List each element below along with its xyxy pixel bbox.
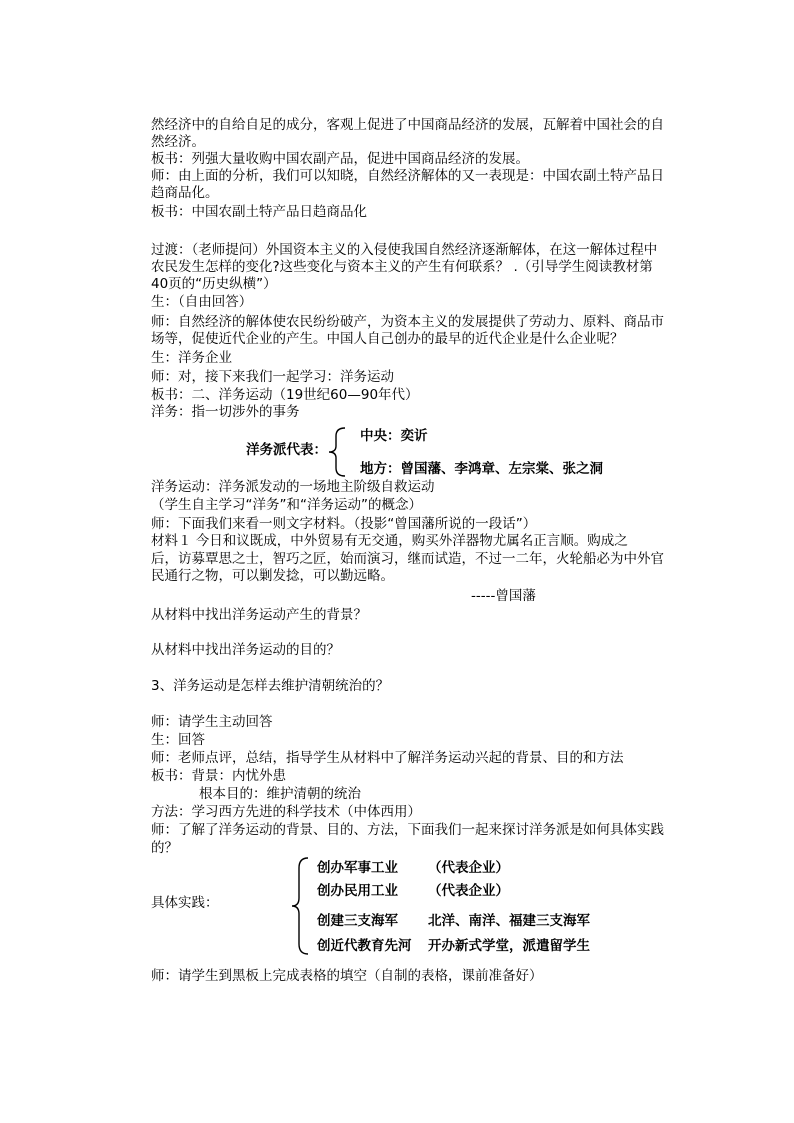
representatives-label: 洋务派代表： — [246, 442, 327, 458]
text-line: 板书：中国农副土特产品日趋商品化 — [151, 204, 367, 220]
representatives-local: 地方：曾国藩、李鸿章、左宗棠、张之洞 — [360, 461, 603, 477]
material-line: 民通行之物，可以剿发捻，可以勤远略。 — [151, 568, 394, 584]
text-line: 根本目的：维护清朝的统治 — [199, 786, 361, 802]
practice-item: 创近代教育先河 — [317, 938, 412, 954]
text-line: 板书：列强大量收购中国农副产品，促进中国商品经济的发展。 — [151, 151, 529, 167]
text-line: 板书：二、洋务运动（19世纪60—90年代） — [151, 387, 419, 403]
text-line: 场等，促使近代企业的产生。中国人自己创办的最早的近代企业是什么企业呢？ — [151, 331, 624, 347]
practice-item: 创办民用工业 — [317, 883, 398, 899]
text-line: 洋务：指一切涉外的事务 — [151, 404, 300, 420]
text-line: 板书：背景：内忧外患 — [151, 768, 286, 784]
text-line: 师：老师点评，总结，指导学生从材料中了解洋务运动兴起的背景、目的和方法 — [151, 750, 624, 766]
left-brace-icon — [290, 856, 312, 956]
practice-detail: 开办新式学堂，派遣留学生 — [428, 938, 590, 954]
practice-item: 创办军事工业 — [317, 860, 398, 876]
text-line: 生：回答 — [151, 732, 205, 748]
practice-label: 具体实践： — [151, 895, 219, 911]
text-line: 师：自然经济的解体使农民纷纷破产，为资本主义的发展提供了劳动力、原料、商品市 — [151, 314, 664, 330]
practice-detail: （代表企业） — [428, 883, 509, 899]
question-line: 从材料中找出洋务运动产生的背景？ — [151, 607, 367, 623]
material-line: 后，访募覃思之士，智巧之匠，始而演习，继而试造，不过一二年，火轮船必为中外官 — [151, 551, 664, 567]
text-line: 师：请学生主动回答 — [151, 714, 273, 730]
text-line: 趋商品化。 — [151, 185, 219, 201]
practice-detail: 北洋、南洋、福建三支海军 — [428, 913, 590, 929]
left-brace-icon — [327, 426, 349, 478]
text-line: 然经济。 — [151, 134, 205, 150]
text-line: 师：下面我们来看一则文字材料。（投影“曾国藩所说的一段话”） — [151, 516, 537, 532]
text-line: 然经济中的自给自足的成分，客观上促进了中国商品经济的发展，瓦解着中国社会的自 — [151, 117, 664, 133]
text-line: （学生自主学习“洋务”和“洋务运动”的概念） — [151, 497, 422, 513]
text-line: 洋务运动：洋务派发动的一场地主阶级自救运动 — [151, 479, 435, 495]
text-line: 师：请学生到黑板上完成表格的填空（自制的表格，课前准备好） — [151, 968, 543, 984]
text-line: 师：了解了洋务运动的背景、目的、方法，下面我们一起来探讨洋务派是如何具体实践 — [151, 822, 664, 838]
question-line: 3、洋务运动是怎样去维护清朝统治的？ — [151, 678, 390, 694]
text-line: 生：洋务企业 — [151, 350, 232, 366]
text-line: 生：（自由回答） — [151, 294, 253, 310]
material-author: -----曾国藩 — [471, 588, 536, 604]
practice-item: 创建三支海军 — [317, 913, 398, 929]
text-line: 过渡：（老师提问）外国资本主义的入侵使我国自然经济逐渐解体，在这一解体过程中 — [151, 242, 658, 258]
practice-detail: （代表企业） — [428, 860, 509, 876]
question-line: 从材料中找出洋务运动的目的？ — [151, 642, 340, 658]
material-line: 材料１ 今日和议既成，中外贸易有无交通，购买外洋器物尤属名正言顺。购成之 — [151, 533, 628, 549]
text-line: 40页的“历史纵横”） — [151, 276, 277, 292]
text-line: 师：由上面的分析，我们可以知晓，自然经济解体的又一表现是：中国农副土特产品日 — [151, 168, 664, 184]
text-line: 农民发生怎样的变化?这些变化与资本主义的产生有何联系？ .（引导学生阅读教材第 — [151, 259, 653, 275]
text-line: 的？ — [151, 840, 178, 856]
text-line: 方法：学习西方先进的科学技术（中体西用） — [151, 804, 421, 820]
representatives-central: 中央：奕䜣 — [360, 428, 428, 444]
text-line: 师：对，接下来我们一起学习：洋务运动 — [151, 369, 394, 385]
